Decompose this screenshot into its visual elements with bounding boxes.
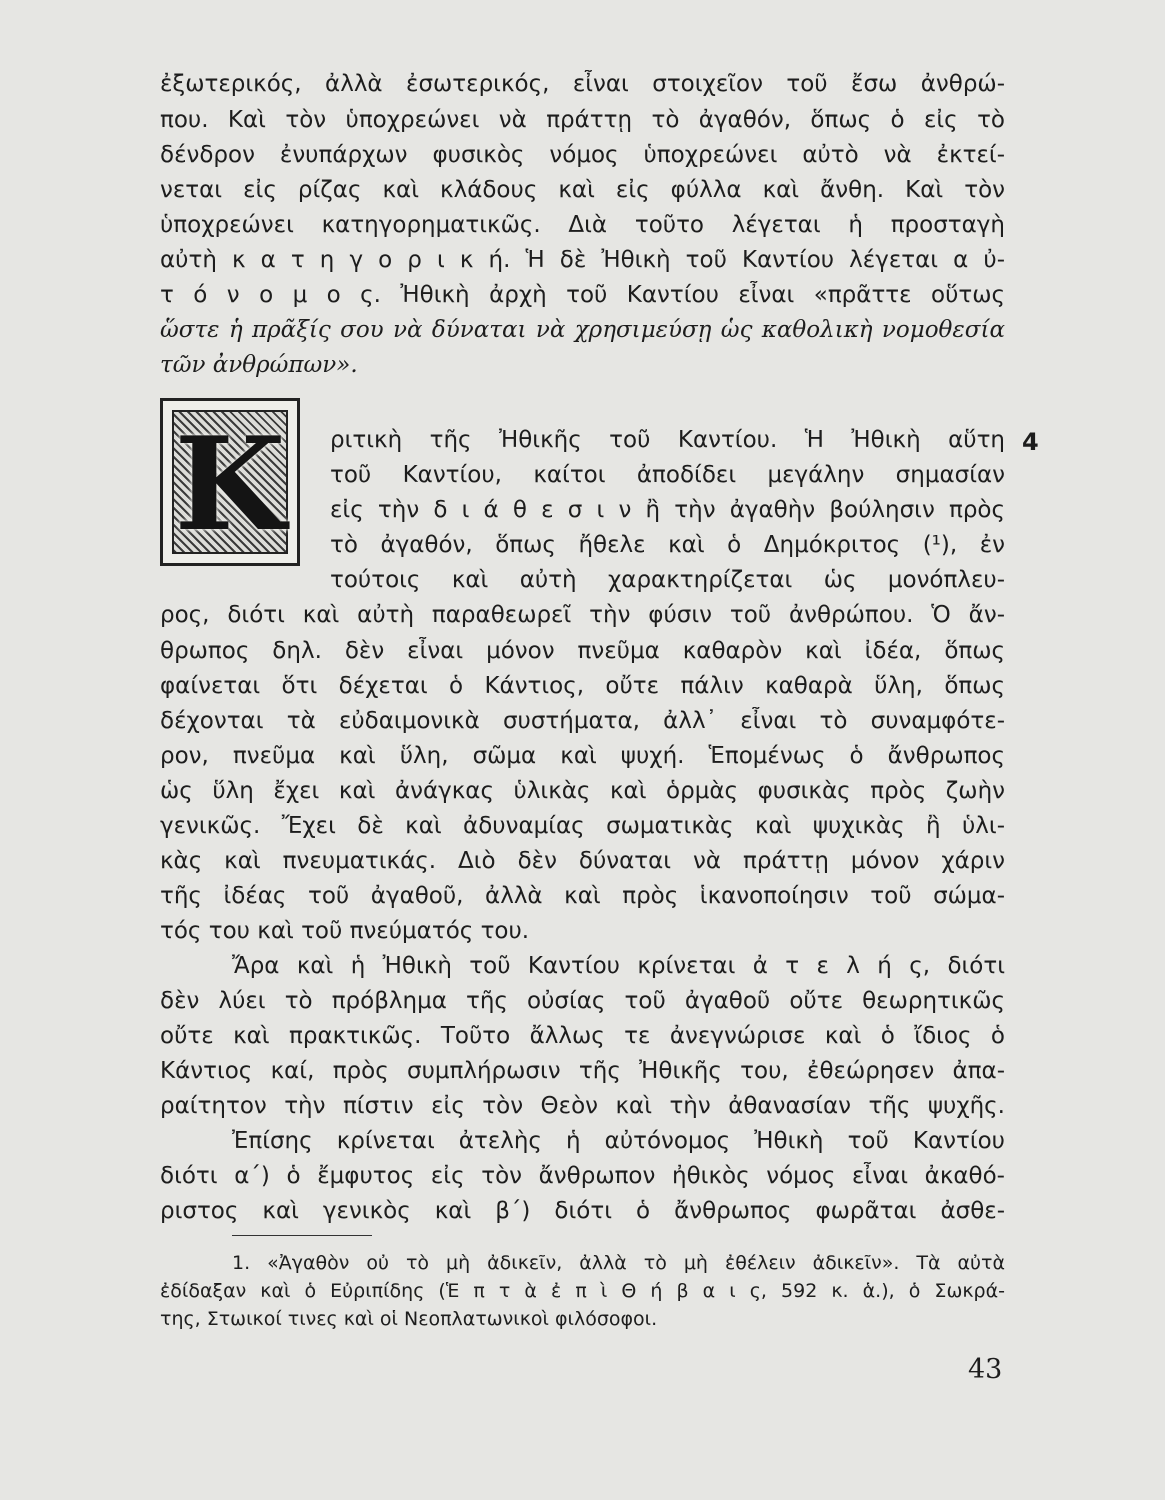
text-line: ρον, πνεῦμα καὶ ὕλη, σῶμα καὶ ψυχή. Ἑπομένως ὁ ἄνθρωπος: [160, 743, 1005, 769]
text-line: οὔτε καὶ πρακτικῶς. Τοῦτο ἄλλως τε ἀνεγνώρισε καὶ ὁ ἴδιος ὁ: [160, 1023, 1005, 1049]
text-line: που. Καὶ τὸν ὑποχρεώνει νὰ πράττῃ τὸ ἀγαθόν, ὅπως ὁ εἰς τὸ: [160, 107, 1005, 133]
footnote-line: 1. «Ἀγαθὸν οὐ τὸ μὴ ἀδικεῖν, ἀλλὰ τὸ μὴ ἐθέλειν ἀδικεῖν». Τὰ αὐτὰ: [232, 1252, 1005, 1274]
text-line: κὰς καὶ πνευματικάς. Διὸ δὲν δύναται νὰ πράττῃ μόνον χάριν: [160, 848, 1005, 874]
text-line: Ἐπίσης κρίνεται ἀτελὴς ἡ αὐτόνομος Ἠθικὴ τοῦ Καντίου: [232, 1128, 1005, 1154]
page-number: 43: [968, 1354, 1003, 1385]
text-line: ἐξωτερικός, ἀλλὰ ἐσωτερικός, εἶναι στοιχεῖον τοῦ ἔσω ἀνθρώ-: [160, 71, 1005, 97]
text-line: αὐτὴ κ α τ η γ ο ρ ι κ ή. Ἡ δὲ Ἠθικὴ τοῦ Καντίου λέγεται α ὐ-: [160, 247, 1005, 273]
section-heading-line: ριτικὴ τῆς Ἠθικῆς τοῦ Καντίου. Ἡ Ἠθικὴ αὕτη: [330, 427, 1005, 453]
text-line: ὡς ὕλη ἔχει καὶ ἀνάγκας ὑλικὰς καὶ ὁρμὰς φυσικὰς πρὸς ζωὴν: [160, 778, 1005, 804]
text-line: δὲν λύει τὸ πρόβλημα τῆς οὐσίας τοῦ ἀγαθοῦ οὔτε θεωρητικῶς: [160, 988, 1005, 1014]
text-line: τούτοις καὶ αὐτὴ χαρακτηρίζεται ὡς μονόπλευ-: [330, 567, 1005, 593]
text-line: φαίνεται ὅτι δέχεται ὁ Κάντιος, οὔτε πάλιν καθαρὰ ὕλη, ὅπως: [160, 673, 1005, 699]
text-line: τοῦ Καντίου, καίτοι ἀποδίδει μεγάλην σημασίαν: [330, 462, 1005, 488]
text-line: δέχονται τὰ εὐδαιμονικὰ συστήματα, ἀλλ᾿ εἶναι τὸ συναμφότε-: [160, 708, 1005, 734]
text-line: δένδρον ἐνυπάρχων φυσικὸς νόμος ὑποχρεώνει αὐτὸ νὰ ἐκτεί-: [160, 142, 1005, 168]
text-line: τ ό ν ο μ ο ς. Ἠθικὴ ἀρχὴ τοῦ Καντίου εἶναι «πρᾶττε οὕτως: [160, 282, 1005, 308]
text-line: νεται εἰς ρίζας καὶ κλάδους καὶ εἰς φύλλα καὶ ἄνθη. Καὶ τὸν: [160, 177, 1005, 203]
dropcap-letter: K: [174, 410, 286, 560]
footnote-rule: [232, 1235, 372, 1236]
text-line: διότι α´) ὁ ἔμφυτος εἰς τὸν ἄνθρωπον ἠθικὸς νόμος εἶναι ἀκαθό-: [160, 1163, 1005, 1189]
text-line: τός του καὶ τοῦ πνεύματός του.: [160, 918, 530, 944]
text-line: Ἄρα καὶ ἡ Ἠθικὴ τοῦ Καντίου κρίνεται ἀ τ ε λ ή ς, διότι: [232, 953, 1005, 979]
dropcap-frame: [172, 410, 288, 560]
text-line: τὸ ἀγαθόν, ὅπως ἤθελε καὶ ὁ Δημόκριτος (¹), ἐν: [330, 532, 1005, 558]
footnote-line: της, Στωικοί τινες καὶ οἱ Νεοπλατωνικοὶ φιλόσοφοι.: [160, 1308, 658, 1330]
text-line: γενικῶς. Ἔχει δὲ καὶ ἀδυναμίας σωματικὰς καὶ ψυχικὰς ἢ ὑλι-: [160, 813, 1005, 839]
text-line: ραίτητον τὴν πίστιν εἰς τὸν Θεὸν καὶ τὴν ἀθανασίαν τῆς ψυχῆς.: [160, 1093, 1005, 1119]
footnote-line: ἐδίδαξαν καὶ ὁ Εὐριπίδης (Ἑ π τ ὰ ἐ π ὶ Θ ή β α ι ς, 592 κ. ἁ.), ὁ Σωκρά-: [160, 1280, 1005, 1302]
section-number: 4: [1022, 428, 1039, 456]
dropcap-ornament: [160, 398, 300, 566]
text-line: ριστος καὶ γενικὸς καὶ β´) διότι ὁ ἄνθρωπος φωρᾶται ἀσθε-: [160, 1198, 1005, 1224]
text-line: θρωπος δηλ. δὲν εἶναι μόνον πνεῦμα καθαρὸν καὶ ἰδέα, ὅπως: [160, 638, 1005, 664]
text-line-quote: τῶν ἀνθρώπων».: [160, 352, 358, 378]
text-line: ρος, διότι καὶ αὐτὴ παραθεωρεῖ τὴν φύσιν τοῦ ἀνθρώπου. Ὁ ἄν-: [160, 602, 1005, 628]
text-line: Κάντιος καί, πρὸς συμπλήρωσιν τῆς Ἠθικῆς του, ἐθεώρησεν ἀπα-: [160, 1058, 1005, 1084]
text-line: ὑποχρεώνει κατηγορηματικῶς. Διὰ τοῦτο λέγεται ἡ προσταγὴ: [160, 212, 1005, 238]
text-line-quote: ὥστε ἡ πρᾶξίς σου νὰ δύναται νὰ χρησιμεύσῃ ὡς καθολικὴ νομοθεσία: [160, 317, 1005, 343]
text-line: τῆς ἰδέας τοῦ ἀγαθοῦ, ἀλλὰ καὶ πρὸς ἱκανοποίησιν τοῦ σώμα-: [160, 883, 1005, 909]
text-line: εἰς τὴν δ ι ά θ ε σ ι ν ἢ τὴν ἀγαθὴν βούλησιν πρὸς: [330, 497, 1005, 523]
